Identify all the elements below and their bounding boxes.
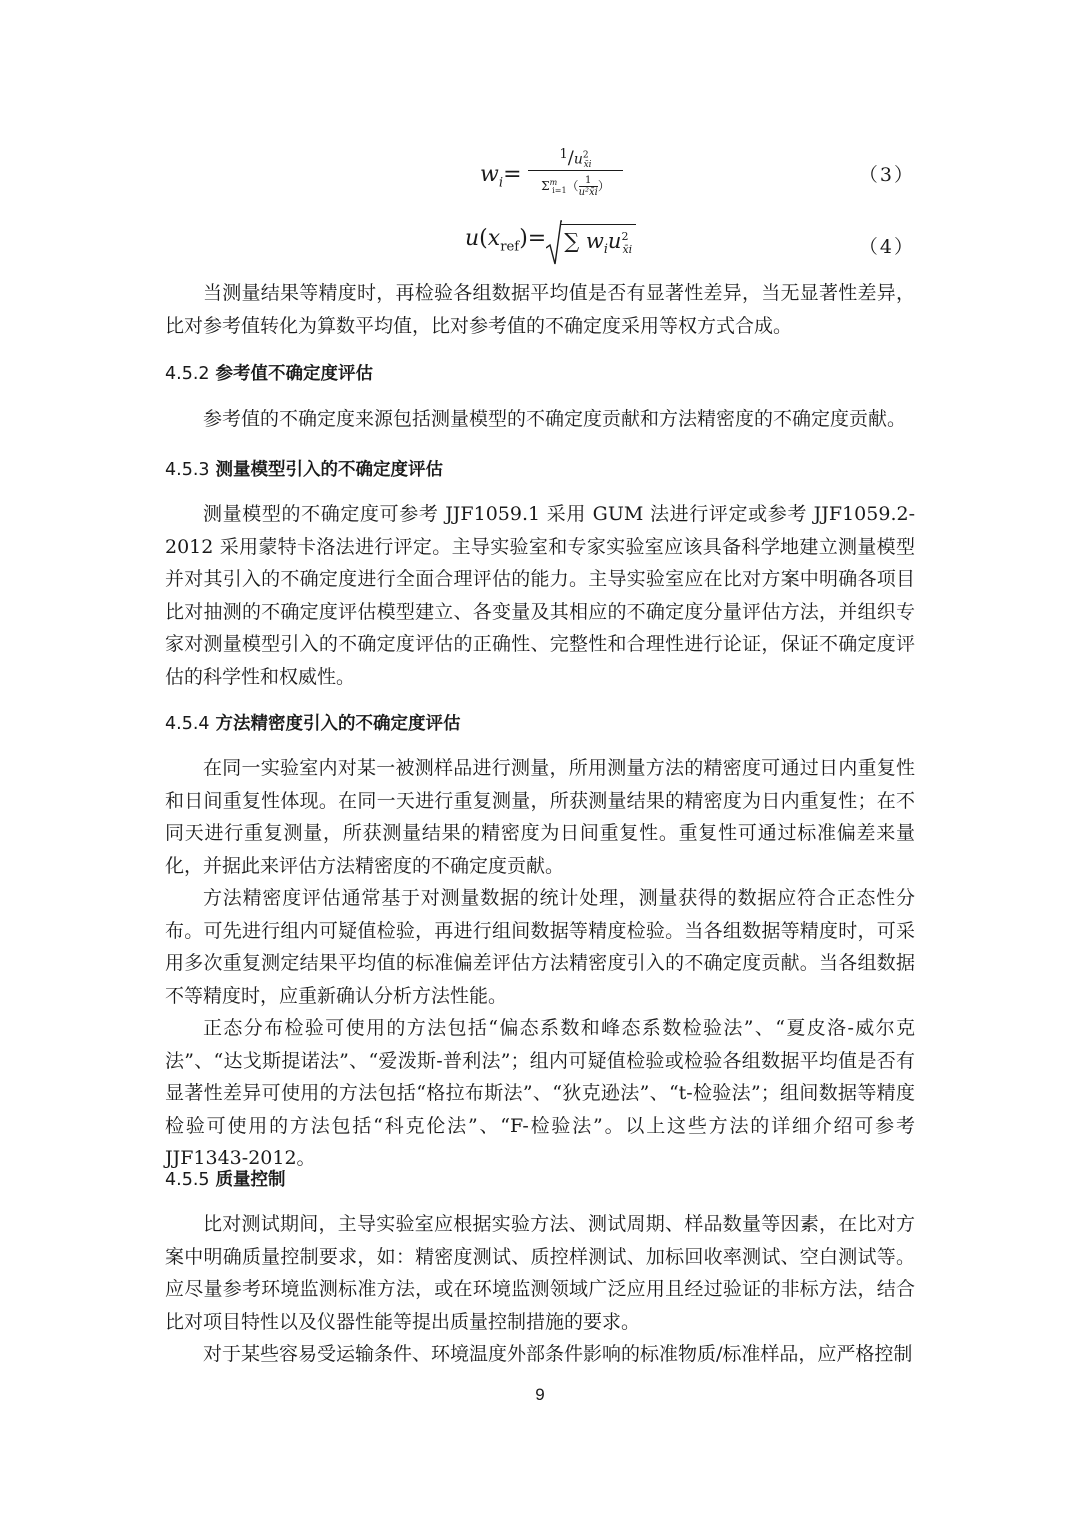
page-number: 9 [535, 1385, 545, 1404]
paragraph: 正态分布检验可使用的方法包括“偏态系数和峰态系数检验法”、“夏皮洛-威尔克法”、“达戈斯提诺法”、“爱泼斯-普利法”；组内可疑值检验或检验各组数据平均值是否有显著性差异可使用的方法包括“格拉布斯法”、“狄克逊法”、“t-检验法”；组间数据等精度检验可使用的方法包括“科克伦法”、“F-检验法”。以上这些方法的详细介绍可参考 JJF1343-2012。 [165, 1017, 915, 1169]
paragraph-block-1 [165, 277, 915, 342]
equation-4-body [465, 224, 636, 270]
paragraph: 对于某些容易受运输条件、环境温度外部条件影响的标准物质/标准样品，应严格控制 [203, 1343, 913, 1365]
equation-3 [165, 140, 915, 220]
paragraph: 参考值的不确定度来源包括测量模型的不确定度贡献和方法精密度的不确定度贡献。 [203, 408, 907, 430]
equation-3-lhs: $w_i=$ [480, 162, 522, 191]
equation-4 [165, 224, 915, 270]
section-heading-4-5-4: 4.5.4 方法精密度引入的不确定度评估 [165, 714, 461, 734]
paragraph-block-2 [165, 403, 915, 436]
equation-4-number: （4） [858, 236, 915, 258]
section-heading-4-5-5: 4.5.5 质量控制 [165, 1170, 286, 1190]
equation-3-inner-fraction: $\frac{1}{\text{u²x̄i}}$ [578, 175, 598, 198]
square-root [546, 224, 636, 256]
paragraph: 在同一实验室内对某一被测样品进行测量，所用测量方法的精密度可通过日内重复性和日间重复性体现。在同一天进行重复测量，所获测量结果的精密度为日内重复性；在不同天进行重复测量，所获测量结果的精密度为日间重复性。重复性可通过标准偏差来量化，并据此来评估方法精密度的不确定度贡献。 [165, 757, 915, 877]
section-heading-4-5-2: 4.5.2 参考值不确定度评估 [165, 364, 374, 384]
equation-3-number: （3） [858, 164, 915, 186]
paragraph: 方法精密度评估通常基于对测量数据的统计处理，测量获得的数据应符合正态性分布。可先进行组内可疑值检验，再进行组间数据等精度检验。当各组数据等精度时，可采用多次重复测定结果平均值的标准偏差评估方法精密度引入的不确定度贡献。当各组数据不等精度时，应重新确认分析方法性能。 [165, 887, 915, 1007]
paragraph: 测量模型的不确定度可参考 JJF1059.1 采用 GUM 法进行评定或参考 JJF1059.2-2012 采用蒙特卡洛法进行评定。主导实验室和专家实验室应该具备科学地建立测量模型并对其引入的不确定度进行全面合理评估的能力。主导实验室应在比对方案中明确各项目比对抽测的不确定度评估模型建立、各变量及其相应的不确定度分量评估方法，并组织专家对测量模型引入的不确定度评估的正确性、完整性和合理性进行论证，保证不确定度评估的科学性和权威性。 [165, 503, 915, 688]
equation-4-lhs: $u(x_{ref})=$ [465, 225, 547, 255]
section-heading-4-5-3: 4.5.3 测量模型引入的不确定度评估 [165, 460, 444, 480]
equation-3-fraction [528, 140, 623, 198]
equation-3-numerator: $^1/u^2_{x̄i}$ [559, 147, 592, 171]
paragraph: 当测量结果等精度时，再检验各组数据平均值是否有显著性差异，当无显著性差异，比对参考值转化为算数平均值，比对参考值的不确定度采用等权方式合成。 [165, 282, 915, 337]
paragraph-block-5 [165, 1208, 915, 1371]
paragraph-block-4 [165, 752, 915, 1175]
equation-3-denominator: $\Sigma^m_{i=1}$（ $\frac{1}{\text{u²x̄i}}$ ） [541, 175, 610, 198]
square-root-content: ∑ $w_iu^2_{x̄i}$ [560, 224, 636, 256]
paragraph: 比对测试期间，主导实验室应根据实验方法、测试周期、样品数量等因素，在比对方案中明确质量控制要求，如：精密度测试、质控样测试、加标回收率测试、空白测试等。应尽量参考环境监测标准方法，或在环境监测领域广泛应用且经过验证的非标方法，结合比对项目特性以及仪器性能等提出质量控制措施的要求。 [165, 1213, 915, 1333]
paragraph-block-3 [165, 498, 915, 693]
radical-sign [546, 220, 562, 266]
